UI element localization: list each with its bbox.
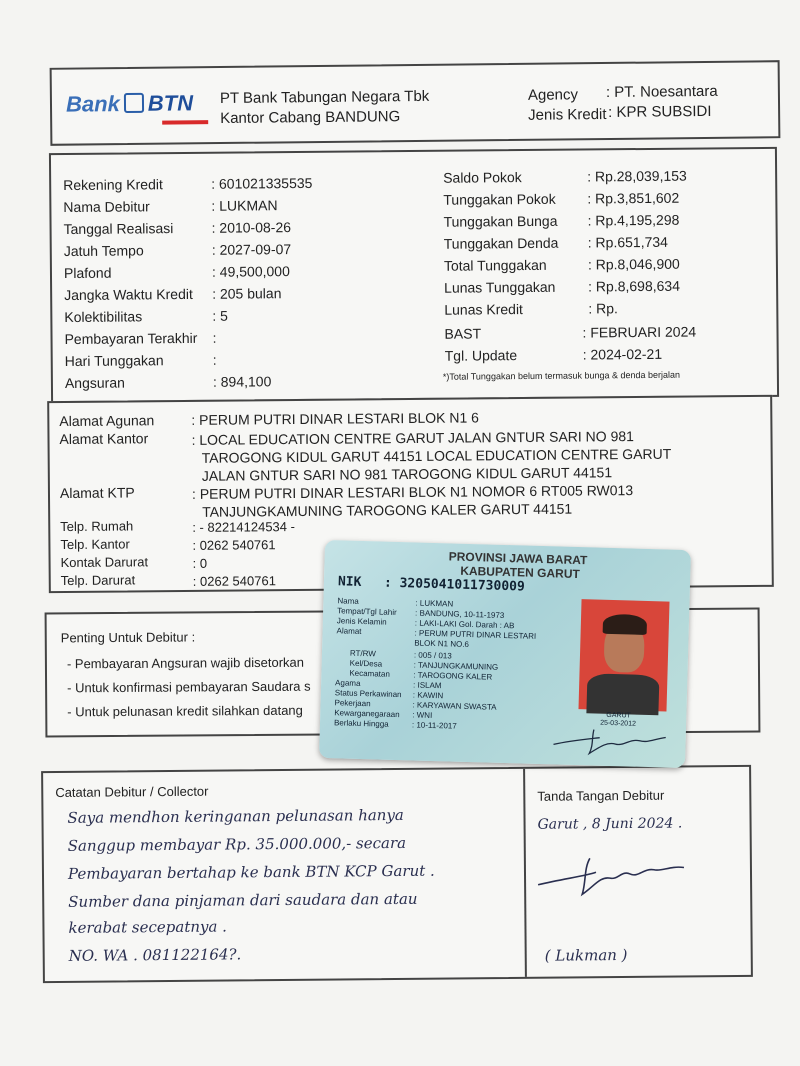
label-telp-darurat: Telp. Darurat xyxy=(60,572,136,589)
value-tunggakan-denda: : Rp.651,734 xyxy=(587,233,668,251)
note-item-2: - Untuk konfirmasi pembayaran Saudara s xyxy=(67,678,311,696)
catatan-title: Catatan Debitur / Collector xyxy=(55,783,209,800)
label-rekening: Rekening Kredit xyxy=(63,176,163,194)
signature-date: Garut , 8 Juni 2024 . xyxy=(537,815,683,833)
ktp-label-kelamin: Jenis Kelamin xyxy=(336,616,387,627)
value-alamat-kantor-3: JALAN GNTUR SARI NO 981 TAROGONG KIDUL GARUT 44151 xyxy=(201,464,613,484)
ktp-nik-value: : 3205041011730009 xyxy=(383,575,525,595)
signature-title: Tanda Tangan Debitur xyxy=(537,787,665,804)
ktp-value-keldesa: : TANJUNGKAMUNING xyxy=(413,660,499,672)
value-alamat-ktp-2: TANJUNGKAMUNING TAROGONG KALER GARUT 44151 xyxy=(202,500,573,520)
branch-name: Kantor Cabang BANDUNG xyxy=(220,108,401,128)
notes-title: Penting Untuk Debitur : xyxy=(60,629,196,646)
bank-header xyxy=(50,60,781,146)
value-alamat-agunan: : PERUM PUTRI DINAR LESTARI BLOK N1 6 xyxy=(191,409,479,428)
label-angsuran: Angsuran xyxy=(64,374,125,392)
label-tunggakan-denda: Tunggakan Denda xyxy=(443,234,559,252)
ktp-value-nama: : LUKMAN xyxy=(415,598,454,609)
label-tunggakan-bunga: Tunggakan Bunga xyxy=(443,212,558,230)
label-alamat-agunan: Alamat Agunan xyxy=(59,412,155,430)
label-total-tunggakan: Total Tunggakan xyxy=(443,256,547,274)
label-lunas-tunggakan: Lunas Tunggakan xyxy=(444,278,556,296)
catatan-line-6: NO. WA . 081122164?. xyxy=(68,945,242,965)
label-plafond: Plafond xyxy=(63,264,112,282)
value-saldo-pokok: : Rp.28,039,153 xyxy=(587,167,687,185)
value-alamat-ktp-1: : PERUM PUTRI DINAR LESTARI BLOK N1 NOMOR 6 RT005 RW013 xyxy=(191,482,634,502)
value-tgl-update: : 2024-02-21 xyxy=(582,345,663,363)
logo-bank-text: Bank xyxy=(65,91,120,117)
ktp-regency: KABUPATEN GARUT xyxy=(460,563,581,582)
ktp-value-ttl: : BANDUNG, 10-11-1973 xyxy=(414,608,505,620)
ktp-value-kecamatan: : TAROGONG KALER xyxy=(413,670,493,682)
signature-name: ( Lukman ) xyxy=(544,945,628,965)
value-hari-tunggakan: : xyxy=(212,351,217,368)
value-kontak-darurat: : 0 xyxy=(192,555,208,571)
value-total-tunggakan: : Rp.8,046,900 xyxy=(587,255,680,273)
ktp-value-agama: : ISLAM xyxy=(412,680,442,691)
value-lunas-kredit: : Rp. xyxy=(588,300,618,317)
label-saldo-pokok: Saldo Pokok xyxy=(443,169,522,186)
value-realisasi: : 2010-08-26 xyxy=(211,219,292,236)
signature-divider xyxy=(523,769,527,977)
value-bast: : FEBRUARI 2024 xyxy=(582,323,697,341)
btn-logo xyxy=(66,90,193,117)
note-item-1: - Pembayaran Angsuran wajib disetorkan xyxy=(66,654,305,672)
label-alamat-ktp: Alamat KTP xyxy=(59,484,135,502)
ktp-value-kewarganegaraan: : WNI xyxy=(412,710,433,720)
value-rekening: : 601021335535 xyxy=(211,174,313,192)
value-tunggakan-pokok: : Rp.3,851,602 xyxy=(587,189,680,207)
catatan-line-2: Sanggup membayar Rp. 35.000.000,- secara xyxy=(67,833,407,855)
label-telp-kantor: Telp. Kantor xyxy=(60,536,130,553)
value-telp-rumah: : - 82214124534 - xyxy=(192,519,295,535)
value-telp-kantor: : 0262 540761 xyxy=(192,537,276,553)
value-plafond: : 49,500,000 xyxy=(211,263,290,280)
kredit-label: Jenis Kredit xyxy=(528,105,607,124)
value-nama: : LUKMAN xyxy=(211,197,278,214)
value-alamat-kantor-1: : LOCAL EDUCATION CENTRE GARUT JALAN GNTUR SARI NO 981 xyxy=(191,428,634,448)
ktp-value-perkawinan: : KAWIN xyxy=(412,690,444,701)
ktp-id-card xyxy=(319,540,691,768)
ktp-value-alamat-2: BLOK N1 NO.6 xyxy=(414,638,470,649)
label-bast: BAST xyxy=(444,325,482,342)
ktp-signature xyxy=(549,719,670,759)
agency-label: Agency xyxy=(527,86,579,104)
label-tgl-update: Tgl. Update xyxy=(444,347,518,364)
ktp-value-pekerjaan: : KARYAWAN SWASTA xyxy=(412,700,497,712)
catatan-line-5: kerabat secepatnya . xyxy=(68,917,227,937)
catatan-line-4: Sumber dana pinjaman dari saudara dan atau xyxy=(68,889,418,911)
ktp-issue-place: GARUT xyxy=(606,711,631,720)
label-pembayaran-terakhir: Pembayaran Terakhir xyxy=(64,329,198,348)
value-tunggakan-bunga: : Rp.4,195,298 xyxy=(587,211,680,229)
catatan-line-3: Pembayaran bertahap ke bank BTN KCP Garut . xyxy=(67,861,435,883)
ktp-label-agama: Agama xyxy=(335,678,361,688)
label-kolektibilitas: Kolektibilitas xyxy=(64,308,143,326)
value-jatuh-tempo: : 2027-09-07 xyxy=(211,241,292,258)
ktp-label-rtrw: RT/RW xyxy=(349,648,377,659)
ktp-label-nama: Nama xyxy=(337,596,359,606)
ktp-label-kewarganegaraan: Kewarganegaraan xyxy=(334,708,400,720)
ktp-label-berlaku: Berlaku Hingga xyxy=(333,718,389,729)
note-item-3: - Untuk pelunasan kredit silahkan datang xyxy=(67,702,303,720)
ktp-label-alamat: Alamat xyxy=(336,626,362,636)
label-realisasi: Tanggal Realisasi xyxy=(63,220,174,238)
debitor-signature xyxy=(534,847,705,908)
catatan-line-1: Saya mendhon keringanan pelunasan hanya xyxy=(67,805,404,827)
ktp-label-pekerjaan: Pekerjaan xyxy=(334,698,371,709)
ktp-province: PROVINSI JAWA BARAT xyxy=(448,549,588,568)
company-name: PT Bank Tabungan Negara Tbk xyxy=(219,87,430,108)
label-alamat-kantor: Alamat Kantor xyxy=(59,430,149,448)
value-kolektibilitas: : 5 xyxy=(212,307,228,324)
label-kontak-darurat: Kontak Darurat xyxy=(60,554,149,571)
value-pembayaran-terakhir: : xyxy=(212,329,217,346)
ktp-label-kecamatan: Kecamatan xyxy=(349,668,390,679)
value-jangka-waktu: : 205 bulan xyxy=(212,285,282,302)
ktp-issue-date: 25-03-2012 xyxy=(600,719,637,728)
agency-value: : PT. Noesantara xyxy=(605,82,718,101)
ktp-photo xyxy=(578,599,669,711)
label-tunggakan-pokok: Tunggakan Pokok xyxy=(443,190,556,208)
catatan-section xyxy=(41,765,753,983)
tunggakan-footnote: *)Total Tunggakan belum termasuk bunga & denda berjalan xyxy=(442,369,681,382)
label-lunas-kredit: Lunas Kredit xyxy=(444,301,523,318)
label-hari-tunggakan: Hari Tunggakan xyxy=(64,352,164,370)
value-telp-darurat: : 0262 540761 xyxy=(192,573,276,589)
ktp-value-alamat: : PERUM PUTRI DINAR LESTARI xyxy=(414,628,537,641)
ktp-value-rtrw: : 005 / 013 xyxy=(413,650,452,661)
ktp-label-perkawinan: Status Perkawinan xyxy=(334,688,402,700)
account-section xyxy=(49,147,779,403)
label-jatuh-tempo: Jatuh Tempo xyxy=(63,242,144,260)
label-jangka-waktu: Jangka Waktu Kredit xyxy=(64,285,193,304)
ktp-label-keldesa: Kel/Desa xyxy=(349,658,383,669)
ktp-value-kelamin: : LAKI-LAKI Gol. Darah : AB xyxy=(414,618,515,631)
ktp-nik-label: NIK xyxy=(337,574,362,590)
logo-underline xyxy=(162,120,208,124)
kredit-value: : KPR SUBSIDI xyxy=(608,102,712,121)
ktp-label-ttl: Tempat/Tgl Lahir xyxy=(337,606,397,617)
value-lunas-tunggakan: : Rp.8,698,634 xyxy=(588,277,681,295)
value-angsuran: : 894,100 xyxy=(212,373,272,390)
bank-house-icon xyxy=(124,93,144,113)
ktp-value-berlaku: : 10-11-2017 xyxy=(411,720,457,731)
value-alamat-kantor-2: TAROGONG KIDUL GARUT 44151 LOCAL EDUCATION CENTRE GARUT xyxy=(201,445,672,466)
label-nama: Nama Debitur xyxy=(63,198,150,216)
label-telp-rumah: Telp. Rumah xyxy=(60,518,134,535)
logo-btn-text: BTN xyxy=(147,90,194,116)
